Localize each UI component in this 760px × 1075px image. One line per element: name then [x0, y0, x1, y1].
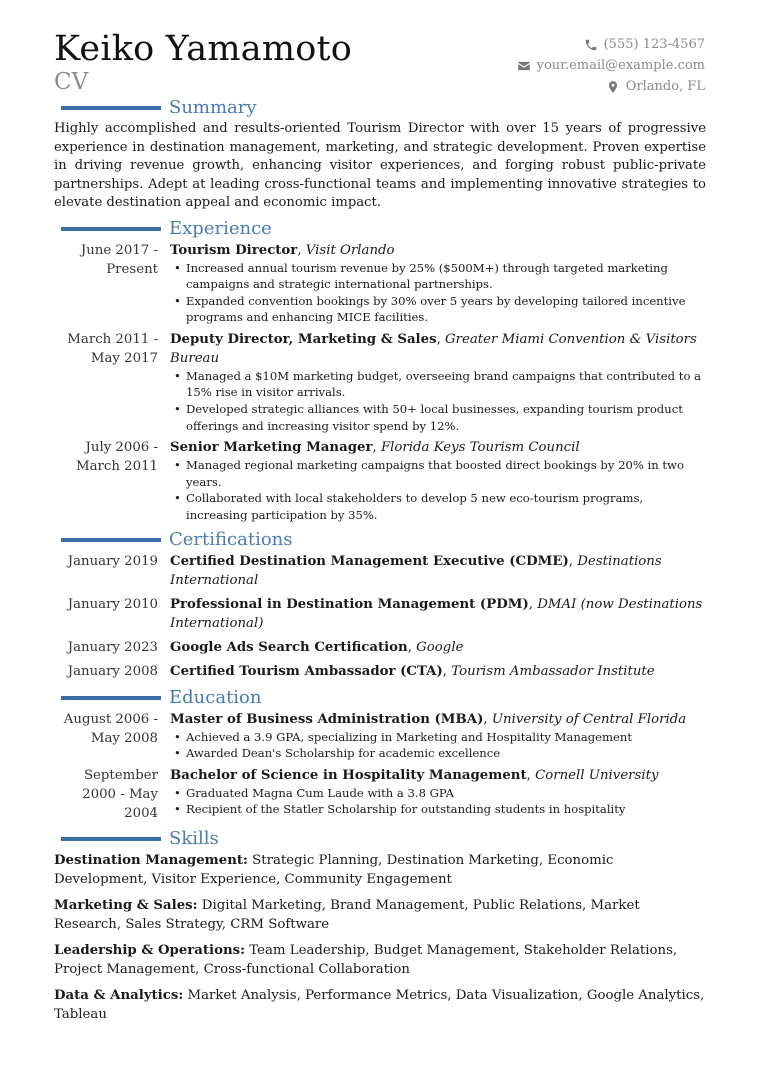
email-row — [517, 55, 705, 76]
phone-row — [517, 34, 705, 55]
experience-entry: July 2006 - March 2011 Senior Marketing Manager, Florida Keys Tourism Council • Managed regional marketing campaigns that boosted direct bookings by 20% in two years. • Collaborated with local stakeholders to develop 5 new eco-tourism programs, increasing participation by 35%. — [54, 438, 706, 523]
entry-role: Tourism Director — [170, 242, 298, 258]
email-link[interactable]: your.email@example.com — [536, 58, 705, 73]
cert-date: January 2023 — [67, 639, 158, 655]
skill-value: Team Leadership, Budget Management, Stakeholder Relations, Project Management, Cross-functional Collaboration — [54, 942, 678, 977]
edu-school: Cornell University — [535, 767, 659, 783]
cert-date: January 2010 — [67, 596, 158, 612]
location-text: Orlando, FL — [625, 79, 705, 94]
cert-org: Destinations International — [170, 553, 662, 588]
skill-line — [54, 941, 706, 979]
edu-date: September 2000 - May 2004 — [82, 767, 158, 821]
cert-name: Certified Destination Management Executive (CDME) — [170, 553, 569, 569]
envelope-icon — [517, 59, 531, 73]
certification-entry: January 2008 Certified Tourism Ambassador (CTA), Tourism Ambassador Institute — [54, 662, 706, 681]
edu-degree: Master of Business Administration (MBA) — [170, 711, 484, 727]
experience-section-header — [54, 217, 706, 241]
edu-school: University of Central Florida — [491, 711, 687, 727]
summary-text: Highly accomplished and results-oriented Tourism Director with over 15 years of progressive experience in destination management, marketing, and strategic development. Proven expertise in driving revenue growth, enhancing visitor experiences, and forging robust public-private partnerships. Adept at leading cross-functional teams and implementing innovative strategies to elevate destination appeal and economic impact. — [54, 121, 706, 210]
summary-section-header — [54, 96, 706, 120]
education-title: Education — [169, 686, 262, 708]
phone-text[interactable]: (555) 123-4567 — [603, 37, 705, 52]
skill-line — [54, 896, 706, 934]
skill-value: Strategic Planning, Destination Marketing, Economic Development, Visitor Experience, Community Engagement — [54, 852, 614, 887]
edu-date: August 2006 - May 2008 — [63, 711, 158, 746]
cert-name: Certified Tourism Ambassador (CTA) — [170, 663, 443, 679]
education-entry: August 2006 - May 2008 Master of Business Administration (MBA), University of Central Florida • Achieved a 3.9 GPA, specializing in Marketing and Hospitality Management • Awarded Dean's Scholarship for academic excellence — [54, 710, 706, 762]
skill-line — [54, 851, 706, 889]
cert-org: Google — [416, 639, 464, 655]
edu-bullet: • Awarded Dean's Scholarship for academic excellence — [174, 746, 501, 761]
entry-date: July 2006 - March 2011 — [76, 440, 158, 475]
edu-bullet: • Achieved a 3.9 GPA, specializing in Marketing and Hospitality Management — [174, 729, 633, 744]
entry-org: Greater Miami Convention & Visitors Bureau — [170, 331, 697, 366]
entry-role: Senior Marketing Manager — [170, 440, 373, 456]
education-entry: September 2000 - May 2004 Bachelor of Science in Hospitality Management, Cornell University • Graduated Magna Cum Laude with a 3.8 GPA • Recipient of the Statler Scholarship for outstanding students in hospitality — [54, 766, 706, 823]
location-row — [517, 76, 705, 97]
experience-entry: March 2011 - May 2017 Deputy Director, Marketing & Sales, Greater Miami Convention & Visitors Bureau • Managed a $10M marketing budget, overseeing brand campaigns that contributed to a 15% rise in visitor arrivals. • Developed strategic alliances with 50+ local businesses, expanding tourism product offerings and increasing visitor spend by 12%. — [54, 330, 706, 434]
skill-value: Market Analysis, Performance Metrics, Data Visualization, Google Analytics, Tableau — [54, 987, 705, 1022]
skills-section-header — [54, 827, 706, 851]
section-accent-bar — [61, 227, 161, 231]
person-name: Keiko Yamamoto — [54, 29, 353, 69]
cert-name: Google Ads Search Certification — [170, 639, 408, 655]
edu-bullet: • Recipient of the Statler Scholarship for outstanding students in hospitality — [174, 802, 626, 817]
entry-bullet: • Developed strategic alliances with 50+ local businesses, expanding tourism product offerings and increasing visitor spend by 12%. — [174, 402, 683, 433]
skill-line — [54, 986, 706, 1024]
cert-org: DMAI (now Destinations International) — [170, 596, 703, 631]
section-accent-bar — [61, 538, 161, 542]
entry-role: Deputy Director, Marketing & Sales — [170, 331, 437, 347]
entry-bullet: • Managed regional marketing campaigns that boosted direct bookings by 20% in two years. — [174, 458, 684, 489]
document-subtitle: CV — [54, 69, 89, 95]
entry-bullet: • Managed a $10M marketing budget, overseeing brand campaigns that contributed to a 15% rise in visitor arrivals. — [174, 368, 702, 400]
certifications-section-header — [54, 528, 706, 552]
certification-entry: January 2023 Google Ads Search Certification, Google — [54, 638, 706, 657]
section-accent-bar — [61, 837, 161, 841]
certification-entry: January 2010 Professional in Destination Management (PDM), DMAI (now Destinations International) — [54, 595, 706, 633]
cert-org: Tourism Ambassador Institute — [451, 663, 655, 679]
skills-title: Skills — [169, 827, 219, 849]
certifications-title: Certifications — [169, 528, 293, 550]
certification-entry: January 2019 Certified Destination Management Executive (CDME), Destinations International — [54, 552, 706, 590]
skill-label: Leadership & Operations: — [54, 942, 246, 958]
entry-bullet: • Collaborated with local stakeholders to develop 5 new eco-tourism programs, increasing participation by 35%. — [174, 491, 644, 523]
entry-org: Florida Keys Tourism Council — [380, 440, 580, 456]
section-accent-bar — [61, 106, 161, 110]
experience-entry: June 2017 - Present Tourism Director, Visit Orlando • Increased annual tourism revenue by 25% ($500M+) through targeted marketing campaigns and strategic international partnerships. • Expanded convention bookings by 30% over 5 years by developing tailored incentive programs and enhancing MICE facilities. — [54, 241, 706, 326]
edu-bullet: • Graduated Magna Cum Laude with a 3.8 GPA — [174, 785, 455, 800]
edu-degree: Bachelor of Science in Hospitality Management — [170, 767, 527, 783]
summary-title: Summary — [169, 97, 257, 118]
entry-date: June 2017 - Present — [80, 242, 158, 277]
cert-date: January 2008 — [67, 663, 158, 679]
cert-date: January 2019 — [67, 553, 158, 569]
entry-bullet: • Increased annual tourism revenue by 25% ($500M+) through targeted marketing campaigns and strategic international partnerships. — [174, 260, 668, 292]
experience-title: Experience — [169, 217, 272, 239]
education-section-header — [54, 686, 706, 710]
entry-date: March 2011 - May 2017 — [67, 331, 158, 366]
contact-block — [517, 34, 705, 97]
phone-icon — [584, 38, 598, 52]
section-accent-bar — [61, 696, 161, 700]
cert-name: Professional in Destination Management (PDM) — [170, 596, 529, 612]
skill-label: Marketing & Sales: — [54, 897, 198, 913]
entry-org: Visit Orlando — [305, 242, 395, 258]
map-pin-icon — [606, 80, 620, 94]
skill-label: Data & Analytics: — [54, 987, 184, 1003]
cv-content — [54, 96, 706, 1031]
entry-bullet: • Expanded convention bookings by 30% over 5 years by developing tailored incentive programs and enhancing MICE facilities. — [174, 293, 686, 325]
skill-label: Destination Management: — [54, 852, 248, 868]
cv-header — [54, 28, 352, 95]
skill-value: Digital Marketing, Brand Management, Public Relations, Market Research, Sales Strategy, CRM Software — [54, 897, 640, 932]
